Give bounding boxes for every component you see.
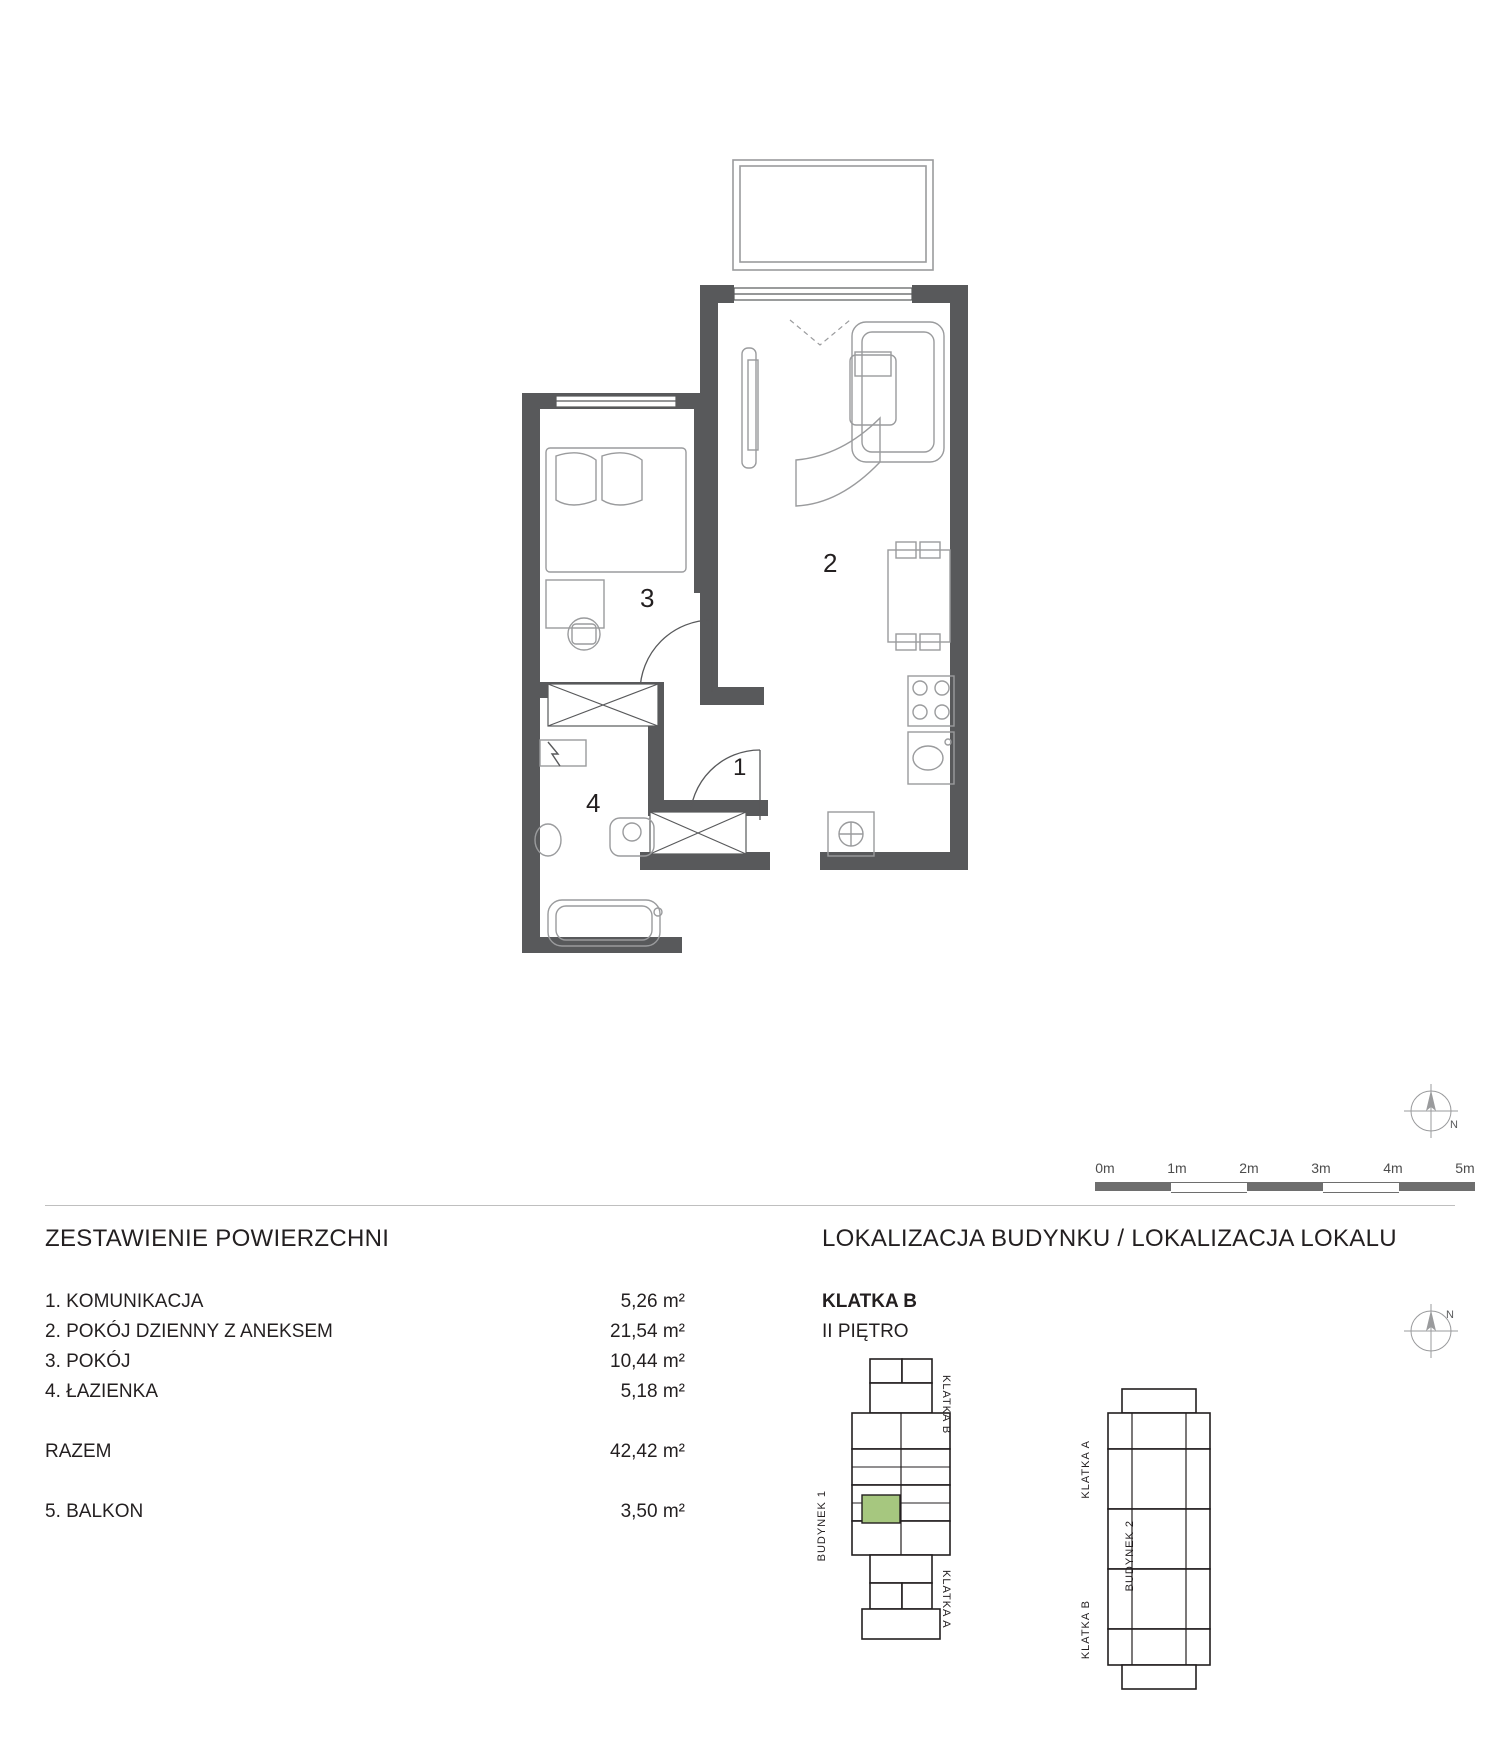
- scale-tick-2: 2m: [1239, 1160, 1259, 1176]
- area-schedule-title: ZESTAWIENIE POWIERZCHNI: [45, 1225, 390, 1252]
- area-row: [45, 1287, 705, 1317]
- furniture-bathroom: [535, 740, 662, 946]
- area-label-3: 3. POKÓJ: [45, 1351, 131, 1372]
- compass-north-letter-top: N: [1450, 1119, 1458, 1131]
- area-label-2: 2. POKÓJ DZIENNY Z ANEKSEM: [45, 1321, 333, 1342]
- bedroom-window: [556, 396, 676, 407]
- balcony-outline: [733, 160, 933, 270]
- scale-seg-0: [1095, 1182, 1171, 1191]
- scale-seg-1: [1171, 1182, 1247, 1193]
- location-floor: II PIĘTRO: [822, 1321, 909, 1342]
- location-staircase: KLATKA B: [822, 1291, 917, 1312]
- scale-tick-0: 0m: [1095, 1160, 1115, 1176]
- scale-seg-4: [1399, 1182, 1475, 1191]
- area-balcony-row: [45, 1497, 705, 1527]
- area-label-1: 1. KOMUNIKACJA: [45, 1291, 204, 1312]
- furniture-dining: [888, 542, 950, 650]
- area-balcony-value: 3,50 m²: [620, 1501, 685, 1522]
- area-value-4: 5,18 m²: [620, 1381, 685, 1402]
- scale-bar-segments: [1095, 1182, 1475, 1191]
- key-plan-diagrams: [816, 1345, 1462, 1745]
- area-total-row: [45, 1437, 705, 1467]
- key-plan-building-1-staircase-b: KLATKA B: [940, 1375, 952, 1435]
- area-row: [45, 1317, 705, 1347]
- location-panel: [822, 1225, 1462, 1347]
- key-plan-building-2-staircase-b: KLATKA B: [1080, 1600, 1092, 1660]
- furniture-kitchen: [828, 676, 954, 856]
- area-row: [45, 1377, 705, 1407]
- section-divider: [45, 1205, 1455, 1206]
- scale-tick-3: 3m: [1311, 1160, 1331, 1176]
- compass-north-letter-bottom: N: [1446, 1309, 1454, 1321]
- furniture-bedroom: [546, 448, 686, 650]
- room-label-2: 2: [823, 548, 838, 578]
- scale-tick-labels: [1095, 1160, 1475, 1176]
- area-total-value: 42,42 m²: [610, 1441, 685, 1462]
- key-plan-svg: [822, 1345, 1462, 1745]
- living-window: [734, 288, 912, 300]
- area-value-2: 21,54 m²: [610, 1321, 685, 1342]
- room-label-4: 4: [586, 788, 601, 818]
- area-value-1: 5,26 m²: [620, 1291, 685, 1312]
- scale-seg-3: [1323, 1182, 1399, 1193]
- key-plan-highlighted-unit: [862, 1495, 900, 1523]
- closet-hatch: [548, 684, 746, 854]
- furniture-living: [742, 322, 944, 506]
- area-total-label: RAZEM: [45, 1441, 112, 1462]
- area-schedule-panel: [45, 1225, 705, 1527]
- scale-tick-4: 4m: [1383, 1160, 1403, 1176]
- location-title: LOKALIZACJA BUDYNKU / LOKALIZACJA LOKALU: [822, 1225, 1397, 1252]
- area-row: [45, 1347, 705, 1377]
- living-room-walls: [640, 285, 968, 870]
- key-plan-building-2-staircase-a: KLATKA A: [1080, 1440, 1092, 1499]
- scale-bar: [1095, 1160, 1475, 1200]
- room-label-1: 1: [733, 754, 747, 781]
- area-label-4: 4. ŁAZIENKA: [45, 1381, 158, 1402]
- scale-seg-2: [1247, 1182, 1323, 1191]
- scale-tick-1: 1m: [1167, 1160, 1187, 1176]
- key-plan-building-1-staircase-a: KLATKA A: [940, 1570, 952, 1629]
- balcony-door: [790, 320, 850, 345]
- key-plan-building-1-name: BUDYNEK 1: [816, 1490, 828, 1562]
- scale-tick-5: 5m: [1455, 1160, 1475, 1176]
- area-balcony-label: 5. BALKON: [45, 1501, 144, 1522]
- compass-rose-top: [1400, 1080, 1470, 1150]
- key-plan-building-2-name: BUDYNEK 2: [1124, 1520, 1136, 1592]
- area-value-3: 10,44 m²: [610, 1351, 685, 1372]
- room-label-3: 3: [640, 583, 655, 613]
